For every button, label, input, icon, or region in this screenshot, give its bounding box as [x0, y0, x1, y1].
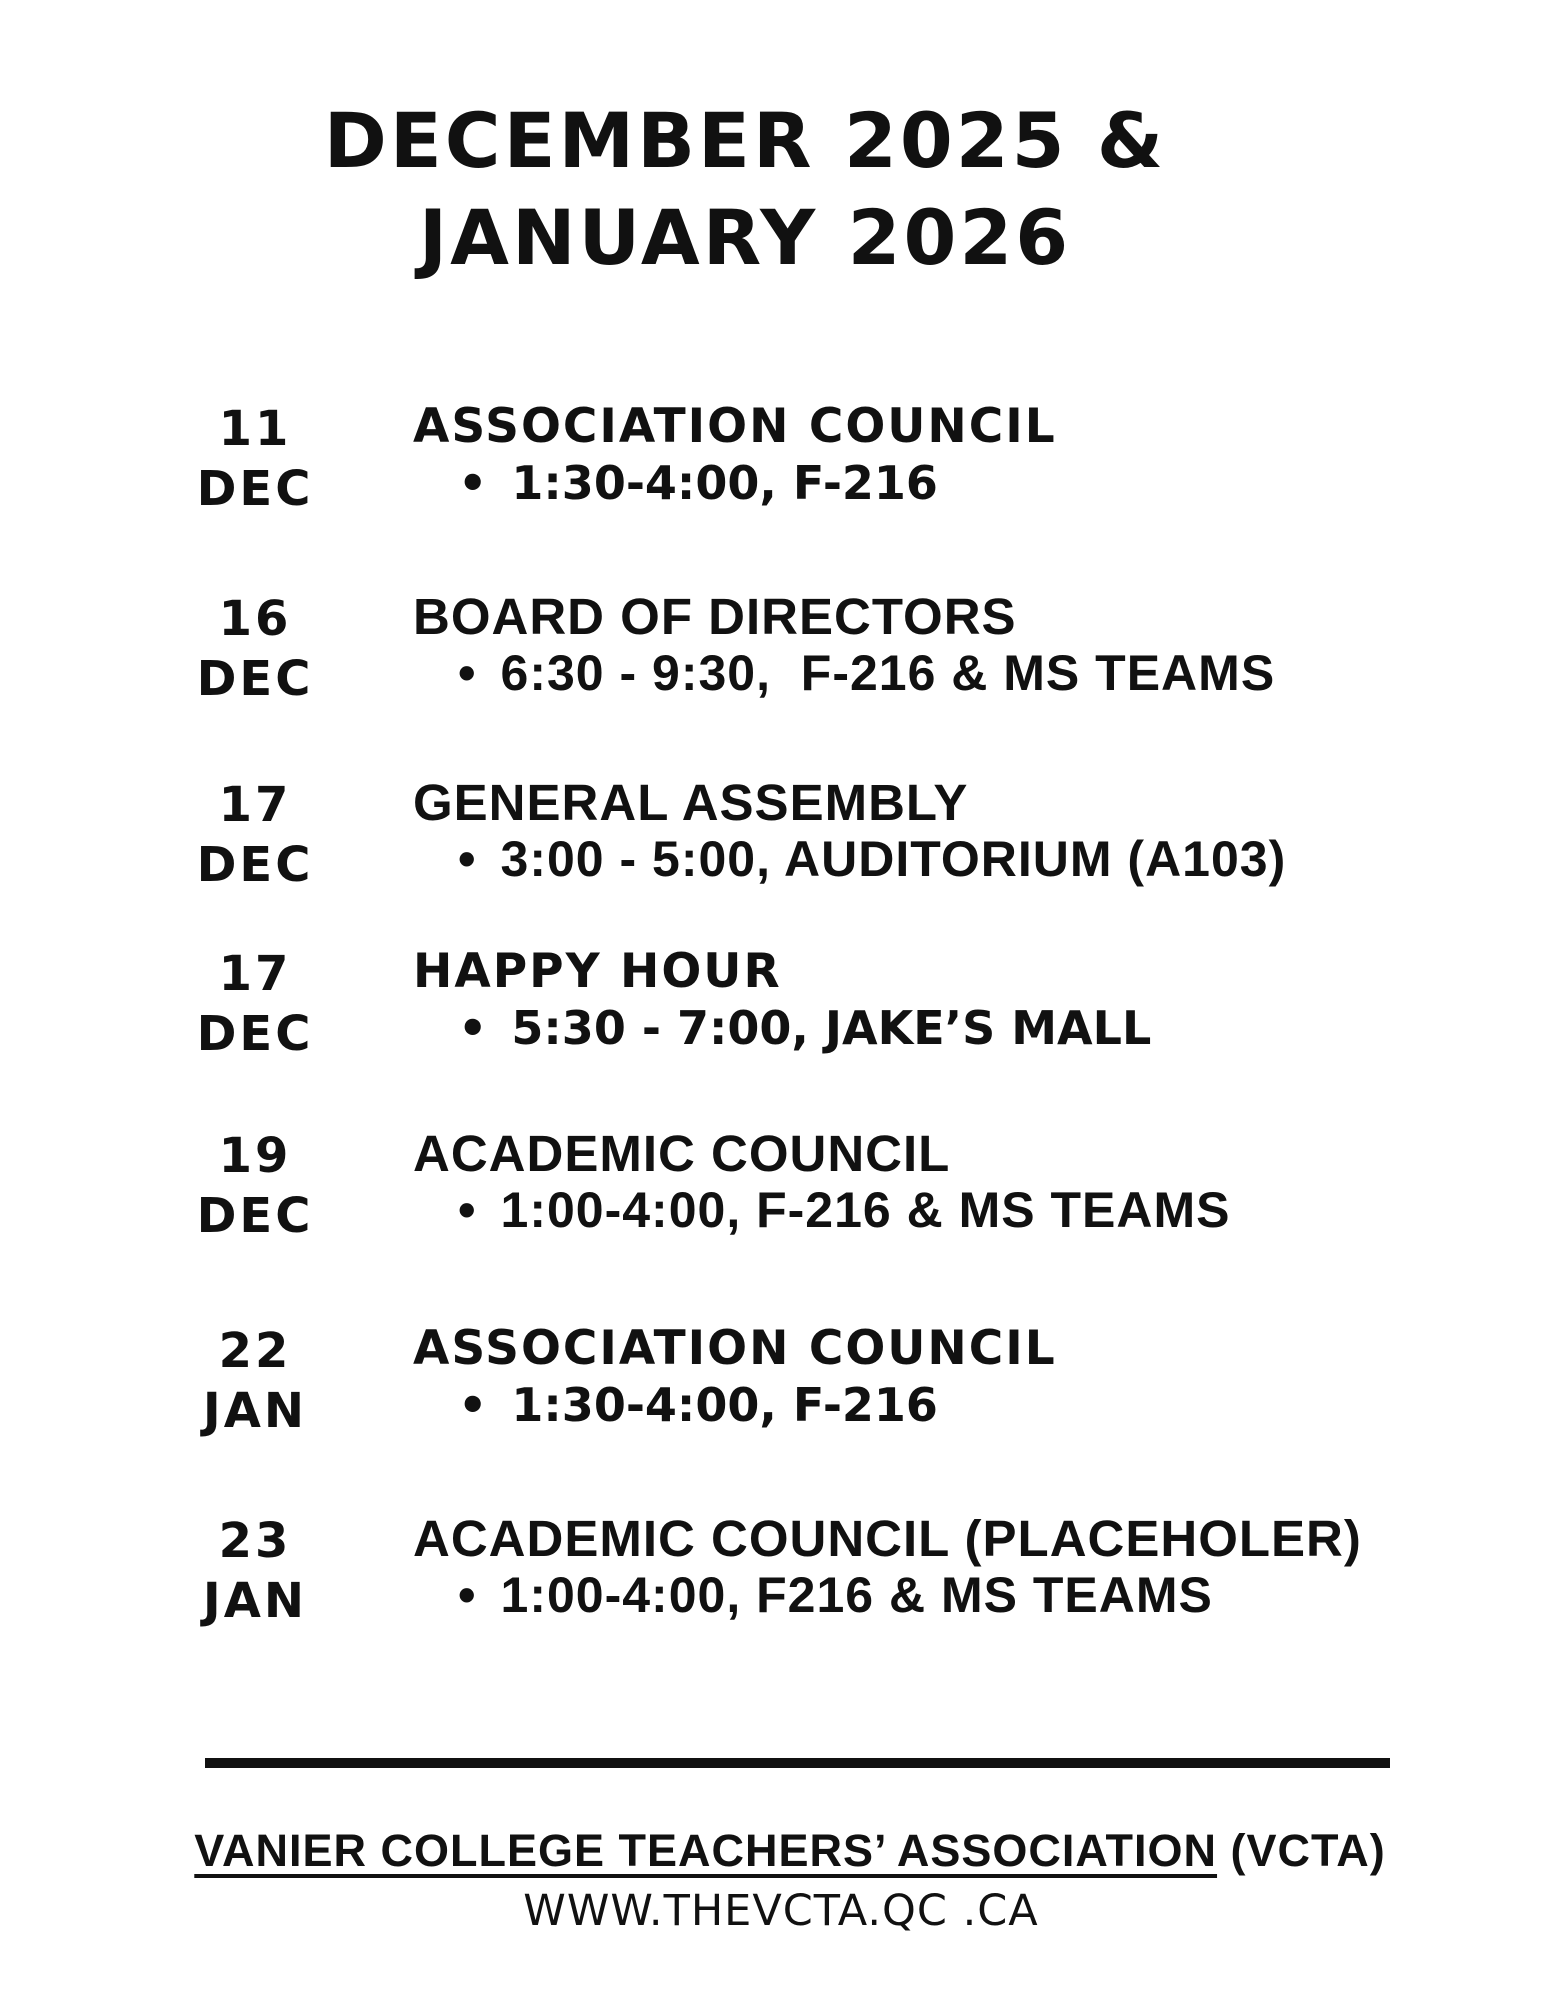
event-day: 23 [218, 1513, 292, 1569]
event-title: GENERAL ASSEMBLY [413, 774, 969, 831]
bullet-icon: • [458, 645, 477, 701]
event-month: DEC [196, 837, 314, 893]
event-detail-text: 3:00 - 5:00, AUDITORIUM (A103) [500, 831, 1287, 887]
event-month: JAN [202, 1383, 308, 1439]
event-body [413, 399, 1505, 511]
footer-website: WWW.THEVCTA.QC .CA [523, 1886, 1039, 1936]
event-date [140, 775, 370, 895]
footer-divider [205, 1758, 1390, 1768]
event-month: DEC [196, 461, 314, 517]
event-row [0, 1125, 1545, 1244]
event-body [413, 589, 1505, 701]
event-title: ACADEMIC COUNCIL (PLACEHOLER) [413, 1510, 1362, 1567]
event-month: DEC [196, 1006, 314, 1062]
event-detail [413, 455, 1505, 511]
event-title: ACADEMIC COUNCIL [413, 1125, 951, 1182]
event-date [140, 1321, 370, 1441]
footer-org-suffix: (VCTA) [1217, 1825, 1386, 1876]
event-title: BOARD OF DIRECTORS [413, 588, 1017, 645]
bullet-icon: • [458, 831, 477, 887]
event-title: ASSOCIATION COUNCIL [413, 1321, 1057, 1376]
page-title-line1: DECEMBER 2025 & [323, 96, 1167, 185]
event-detail-text: 6:30 - 9:30, F-216 & MS TEAMS [500, 645, 1276, 701]
event-day: 11 [218, 401, 292, 457]
event-row [0, 1510, 1545, 1629]
bullet-icon: • [458, 1378, 488, 1432]
bullet-icon: • [458, 1001, 488, 1055]
event-detail [413, 645, 1505, 701]
event-detail [413, 1000, 1505, 1056]
event-body [413, 775, 1505, 887]
event-date [140, 944, 370, 1064]
event-month: JAN [202, 1573, 308, 1629]
event-date [140, 1511, 370, 1631]
bullet-icon: • [458, 456, 488, 510]
event-detail-text: 1:30-4:00, F-216 [511, 456, 938, 510]
event-detail-text: 1:00-4:00, F216 & MS TEAMS [500, 1567, 1213, 1623]
footer-org [0, 1826, 1545, 1876]
event-row [0, 774, 1545, 893]
event-body [413, 1126, 1505, 1238]
event-day: 17 [218, 946, 292, 1002]
event-date [140, 1126, 370, 1246]
event-date [140, 399, 370, 519]
event-day: 16 [218, 591, 292, 647]
event-body [413, 944, 1505, 1056]
event-body [413, 1321, 1505, 1433]
footer-org-name: VANIER COLLEGE TEACHERS’ ASSOCIATION [194, 1825, 1218, 1876]
event-detail-text: 1:00-4:00, F-216 & MS TEAMS [500, 1182, 1231, 1238]
event-row [0, 399, 1545, 517]
event-detail-text: 1:30-4:00, F-216 [511, 1378, 938, 1432]
event-row [0, 944, 1545, 1062]
event-detail [413, 831, 1505, 887]
event-detail-text: 5:30 - 7:00, JAKE’S MALL [511, 1001, 1152, 1055]
event-date [140, 589, 370, 709]
event-detail [413, 1377, 1505, 1433]
event-title: ASSOCIATION COUNCIL [413, 399, 1057, 454]
event-body [413, 1511, 1505, 1623]
event-month: DEC [196, 651, 314, 707]
event-title: HAPPY HOUR [413, 944, 782, 999]
bullet-icon: • [458, 1182, 477, 1238]
page-title-line2: JANUARY 2026 [418, 193, 1072, 282]
event-row [0, 588, 1545, 707]
event-detail [413, 1182, 1505, 1238]
bullet-icon: • [458, 1567, 477, 1623]
event-day: 19 [218, 1128, 292, 1184]
event-row [0, 1321, 1545, 1439]
event-month: DEC [196, 1188, 314, 1244]
event-detail [413, 1567, 1505, 1623]
event-day: 17 [218, 777, 292, 833]
event-day: 22 [218, 1323, 292, 1379]
page-title [0, 92, 1490, 286]
